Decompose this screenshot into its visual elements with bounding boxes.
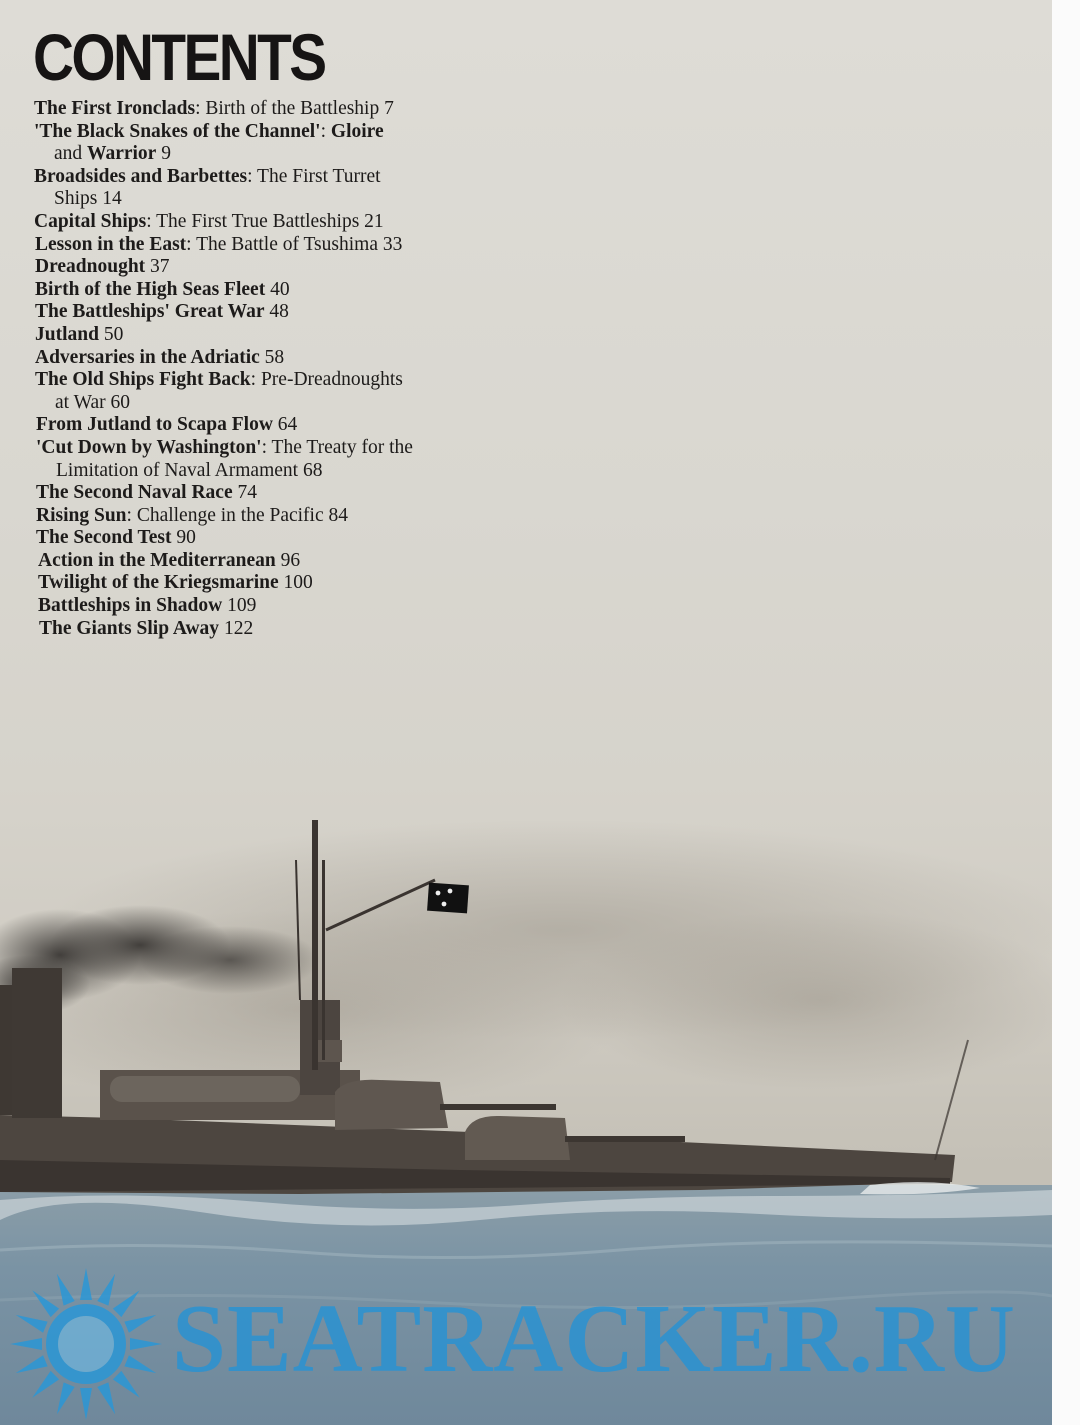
page-title: CONTENTS [33, 20, 325, 94]
toc-entry: The First Ironclads: Birth of the Battleship 7 [34, 98, 394, 119]
toc-entry: Twilight of the Kriegsmarine 100 [38, 572, 313, 594]
toc-entry: Capital Ships: The First True Battleships 21 [34, 210, 384, 232]
sun-icon [10, 1268, 162, 1420]
toc-entry: Battleships in Shadow 109 [38, 595, 257, 617]
toc-entry: The Battleships' Great War 48 [35, 301, 289, 323]
table-of-contents [34, 98, 554, 640]
toc-entry: The Second Test 90 [36, 527, 196, 549]
toc-entry: The Second Naval Race 74 [36, 482, 257, 504]
toc-entry: The Old Ships Fight Back: Pre-Dreadnoughts at War 60 [35, 369, 403, 413]
toc-entry: Birth of the High Seas Fleet 40 [35, 278, 290, 300]
toc-entry: Broadsides and Barbettes: The First Turret Ships 14 [34, 165, 381, 210]
page-margin [1052, 0, 1080, 1425]
toc-entry: 'Cut Down by Washington': The Treaty for the Limitation of Naval Armament 68 [36, 436, 413, 481]
toc-entry: Dreadnought 37 [35, 256, 170, 278]
watermark-text: SEATRACKER.RU [172, 1285, 1016, 1393]
toc-entry: The Giants Slip Away 122 [39, 617, 254, 639]
toc-entry: Action in the Mediterranean 96 [38, 549, 301, 571]
toc-entry: Rising Sun: Challenge in the Pacific 84 [36, 504, 348, 526]
toc-entry: Jutland 50 [35, 323, 124, 345]
toc-entry: From Jutland to Scapa Flow 64 [36, 414, 298, 436]
toc-entry: 'The Black Snakes of the Channel': Gloire and Warrior 9 [34, 120, 384, 165]
toc-entry: Lesson in the East: The Battle of Tsushima 33 [35, 233, 403, 255]
toc-entry: Adversaries in the Adriatic 58 [35, 346, 285, 368]
